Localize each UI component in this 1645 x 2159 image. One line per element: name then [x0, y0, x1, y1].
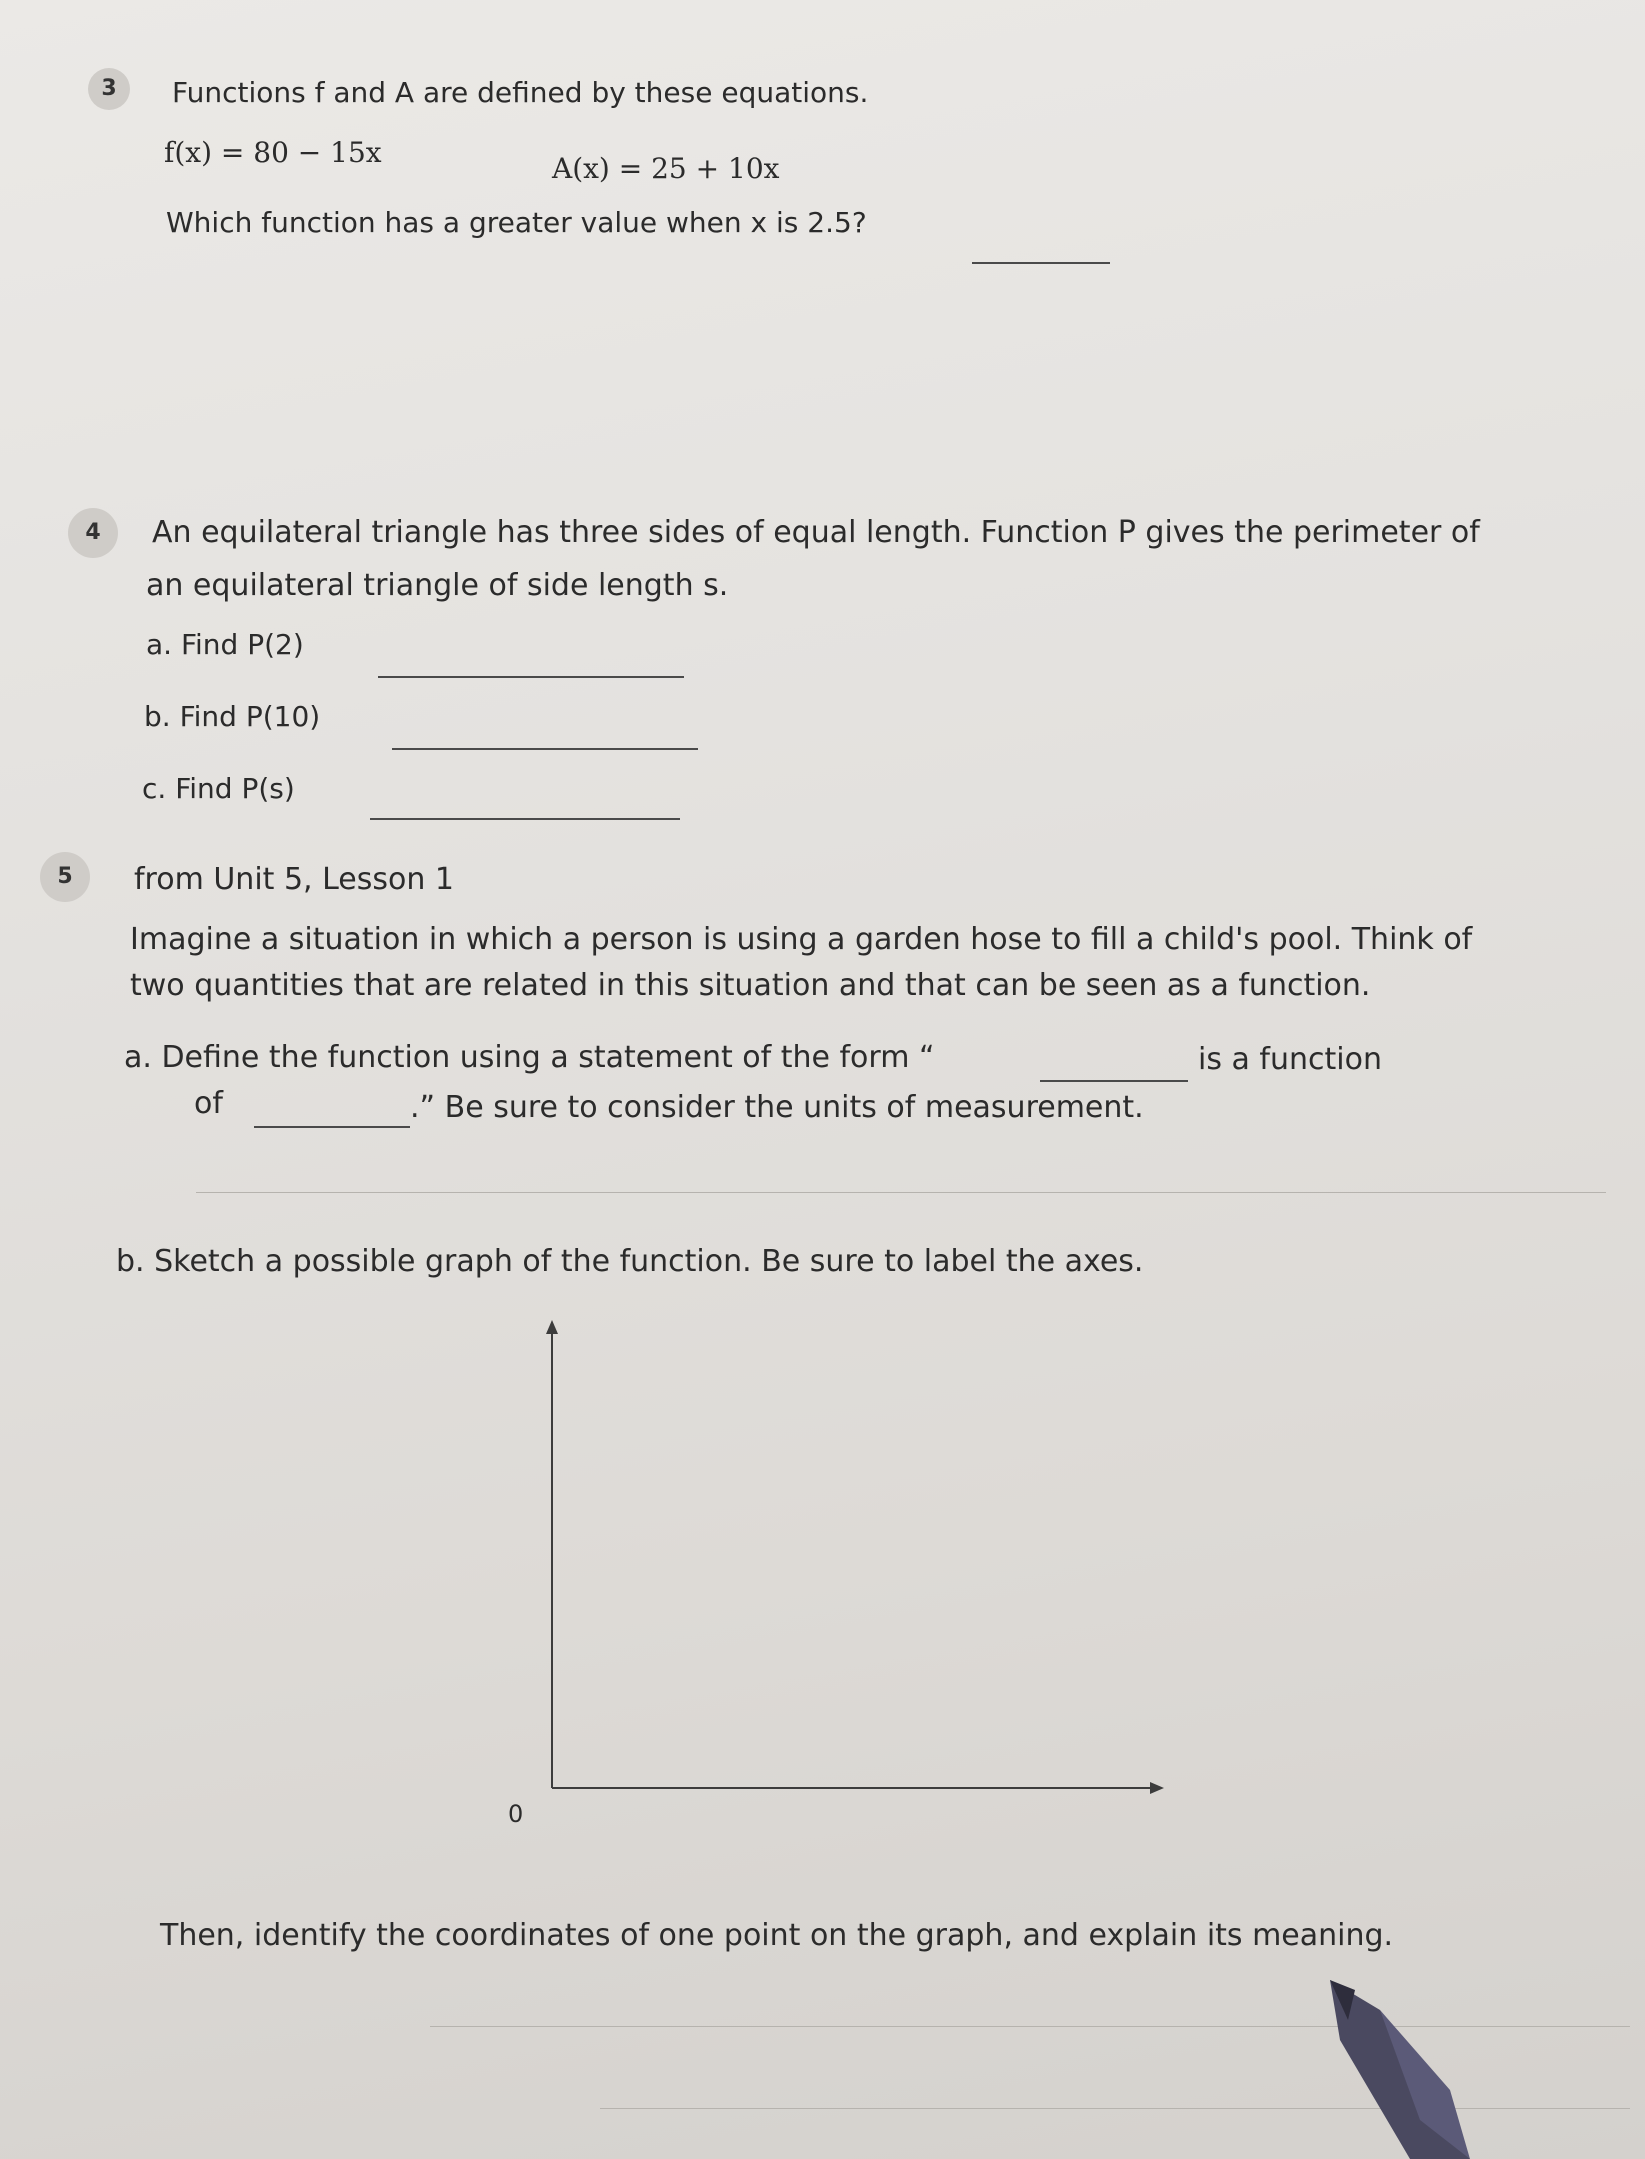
y-axis-arrow — [546, 1320, 558, 1334]
q4-part-b-answer-line[interactable] — [392, 748, 698, 750]
question-number-4: 4 — [68, 508, 118, 558]
pencil-icon — [1300, 1980, 1600, 2159]
graph-axes[interactable] — [500, 1320, 1180, 1840]
q4-part-c-answer-line[interactable] — [370, 818, 680, 820]
question-number-3: 3 — [88, 68, 130, 110]
q5-final-prompt: Then, identify the coordinates of one point on the graph, and explain its meaning. — [160, 1918, 1394, 1953]
q3-question: Which function has a greater value when x is 2.5? — [166, 206, 867, 239]
q3-prompt: Functions f and A are defined by these equations. — [172, 76, 869, 109]
q5-source: from Unit 5, Lesson 1 — [134, 862, 455, 897]
q5-part-a-line2-end: .” Be sure to consider the units of measurement. — [410, 1090, 1144, 1125]
q5-part-a-line1-start: a. Define the function using a statement of the form “ — [124, 1040, 935, 1075]
q4-part-a: a. Find P(2) — [146, 628, 304, 661]
q4-prompt-line1: An equilateral triangle has three sides of equal length. Function P gives the perimeter of — [152, 515, 1480, 550]
q5-prompt-line1: Imagine a situation in which a person is using a garden hose to fill a child's pool. Think of — [130, 922, 1473, 957]
q5-part-a-answer-line[interactable] — [196, 1192, 1606, 1193]
q4-part-a-answer-line[interactable] — [378, 676, 684, 678]
x-axis-arrow — [1150, 1782, 1164, 1794]
q3-answer-line[interactable] — [972, 262, 1110, 264]
question-number-5: 5 — [40, 852, 90, 902]
q3-equation-a: A(x) = 25 + 10x — [552, 152, 780, 185]
q4-prompt-line2: an equilateral triangle of side length s. — [146, 568, 729, 603]
q4-part-c: c. Find P(s) — [142, 772, 295, 805]
q5-part-a-line2-start: of — [194, 1086, 223, 1121]
graph-origin-label: 0 — [508, 1800, 524, 1828]
q4-part-b: b. Find P(10) — [144, 700, 321, 733]
q3-equation-f: f(x) = 80 − 15x — [164, 136, 382, 169]
q5-prompt-line2: two quantities that are related in this situation and that can be seen as a function. — [130, 968, 1371, 1003]
q5-part-a-blank-2[interactable] — [254, 1126, 410, 1128]
q5-part-b: b. Sketch a possible graph of the function. Be sure to label the axes. — [116, 1244, 1144, 1279]
q5-part-a-line1-end: is a function — [1198, 1042, 1382, 1077]
q5-part-a-blank-1[interactable] — [1040, 1080, 1188, 1082]
